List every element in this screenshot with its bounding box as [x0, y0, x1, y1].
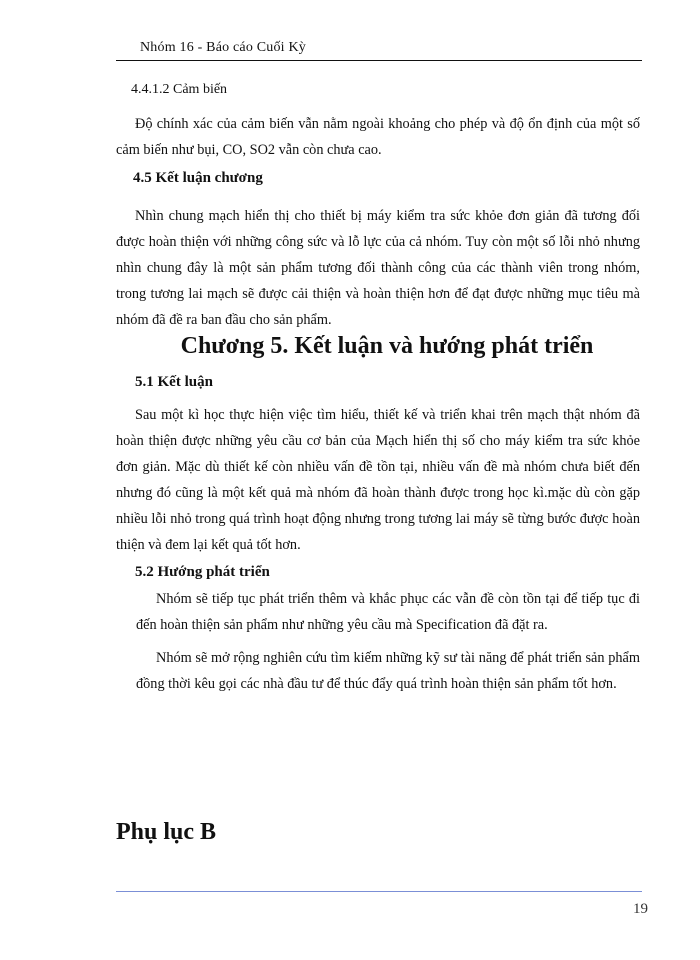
footer-divider	[116, 891, 642, 892]
chapter-5-title: Chương 5. Kết luận và hướng phát triển	[180, 333, 594, 359]
paragraph-development-2: Nhóm sẽ mở rộng nghiên cứu tìm kiếm những kỹ sư tài năng để phát triển sản phẩm đồng thời kêu gọi các nhà đầu tư để thúc đẩy quá trình hoàn thiện sản phẩm tốt hơn.	[136, 650, 640, 692]
section-heading-5-2: 5.2 Hướng phát triển	[135, 564, 270, 580]
subsection-heading-4-4-1-2: 4.4.1.2 Cảm biến	[131, 82, 228, 97]
paragraph-chapter-conclusion: Nhìn chung mạch hiển thị cho thiết bị máy kiểm tra sức khỏe đơn giản đã tương đối được hoàn thiện với những công sức và lỗ lực của cả nhóm. Tuy còn một số lỗi nhỏ nhưng nhìn chung đây là một sản phẩm tương đối thành công của các thành viên trong nhóm, trong tương lai mạch sẽ được cải thiện và hoàn thiện hơn để đạt được những mục tiêu mà nhóm đã đề ra ban đầu cho sản phẩm.	[116, 208, 640, 328]
paragraph-development-1: Nhóm sẽ tiếp tục phát triển thêm và khắc phục các vẫn đề còn tồn tại để tiếp tục đi đến hoàn thiện sản phẩm như những yêu cầu mà Specification đã đặt ra.	[136, 591, 640, 633]
header-divider	[116, 60, 642, 61]
paragraph-conclusion: Sau một kì học thực hiện việc tìm hiểu, thiết kế và triển khai trên mạch thật nhóm đã hoàn thiện được những yêu cầu cơ bản của Mạch hiển thị số cho máy kiểm tra sức khỏe đơn giản. Mặc dù thiết kế còn nhiều vấn đề tồn tại, nhiều vấn đề mà nhóm chưa biết đến nhưng đó cũng là một kết quả mà nhóm đã hoàn thành được trong học kì.mặc dù còn gặp nhiều lỗi nhỏ trong quá trình hoạt động nhưng trong tương lai máy sẽ từng bước được hoàn thiện và đem lại kết quả tốt hơn.	[116, 407, 640, 553]
running-header: Nhóm 16 - Báo cáo Cuối Kỳ	[140, 40, 306, 55]
section-heading-5-1: 5.1 Kết luận	[135, 374, 213, 390]
appendix-b-title: Phụ lục B	[116, 819, 217, 845]
page-number: 19	[633, 901, 648, 917]
paragraph-sensor-accuracy: Độ chính xác của cảm biến vẫn nằm ngoài khoảng cho phép và độ ổn định của một số cảm biến như bụi, CO, SO2 vẫn còn chưa cao.	[116, 116, 640, 158]
section-heading-4-5: 4.5 Kết luận chương	[133, 170, 263, 186]
